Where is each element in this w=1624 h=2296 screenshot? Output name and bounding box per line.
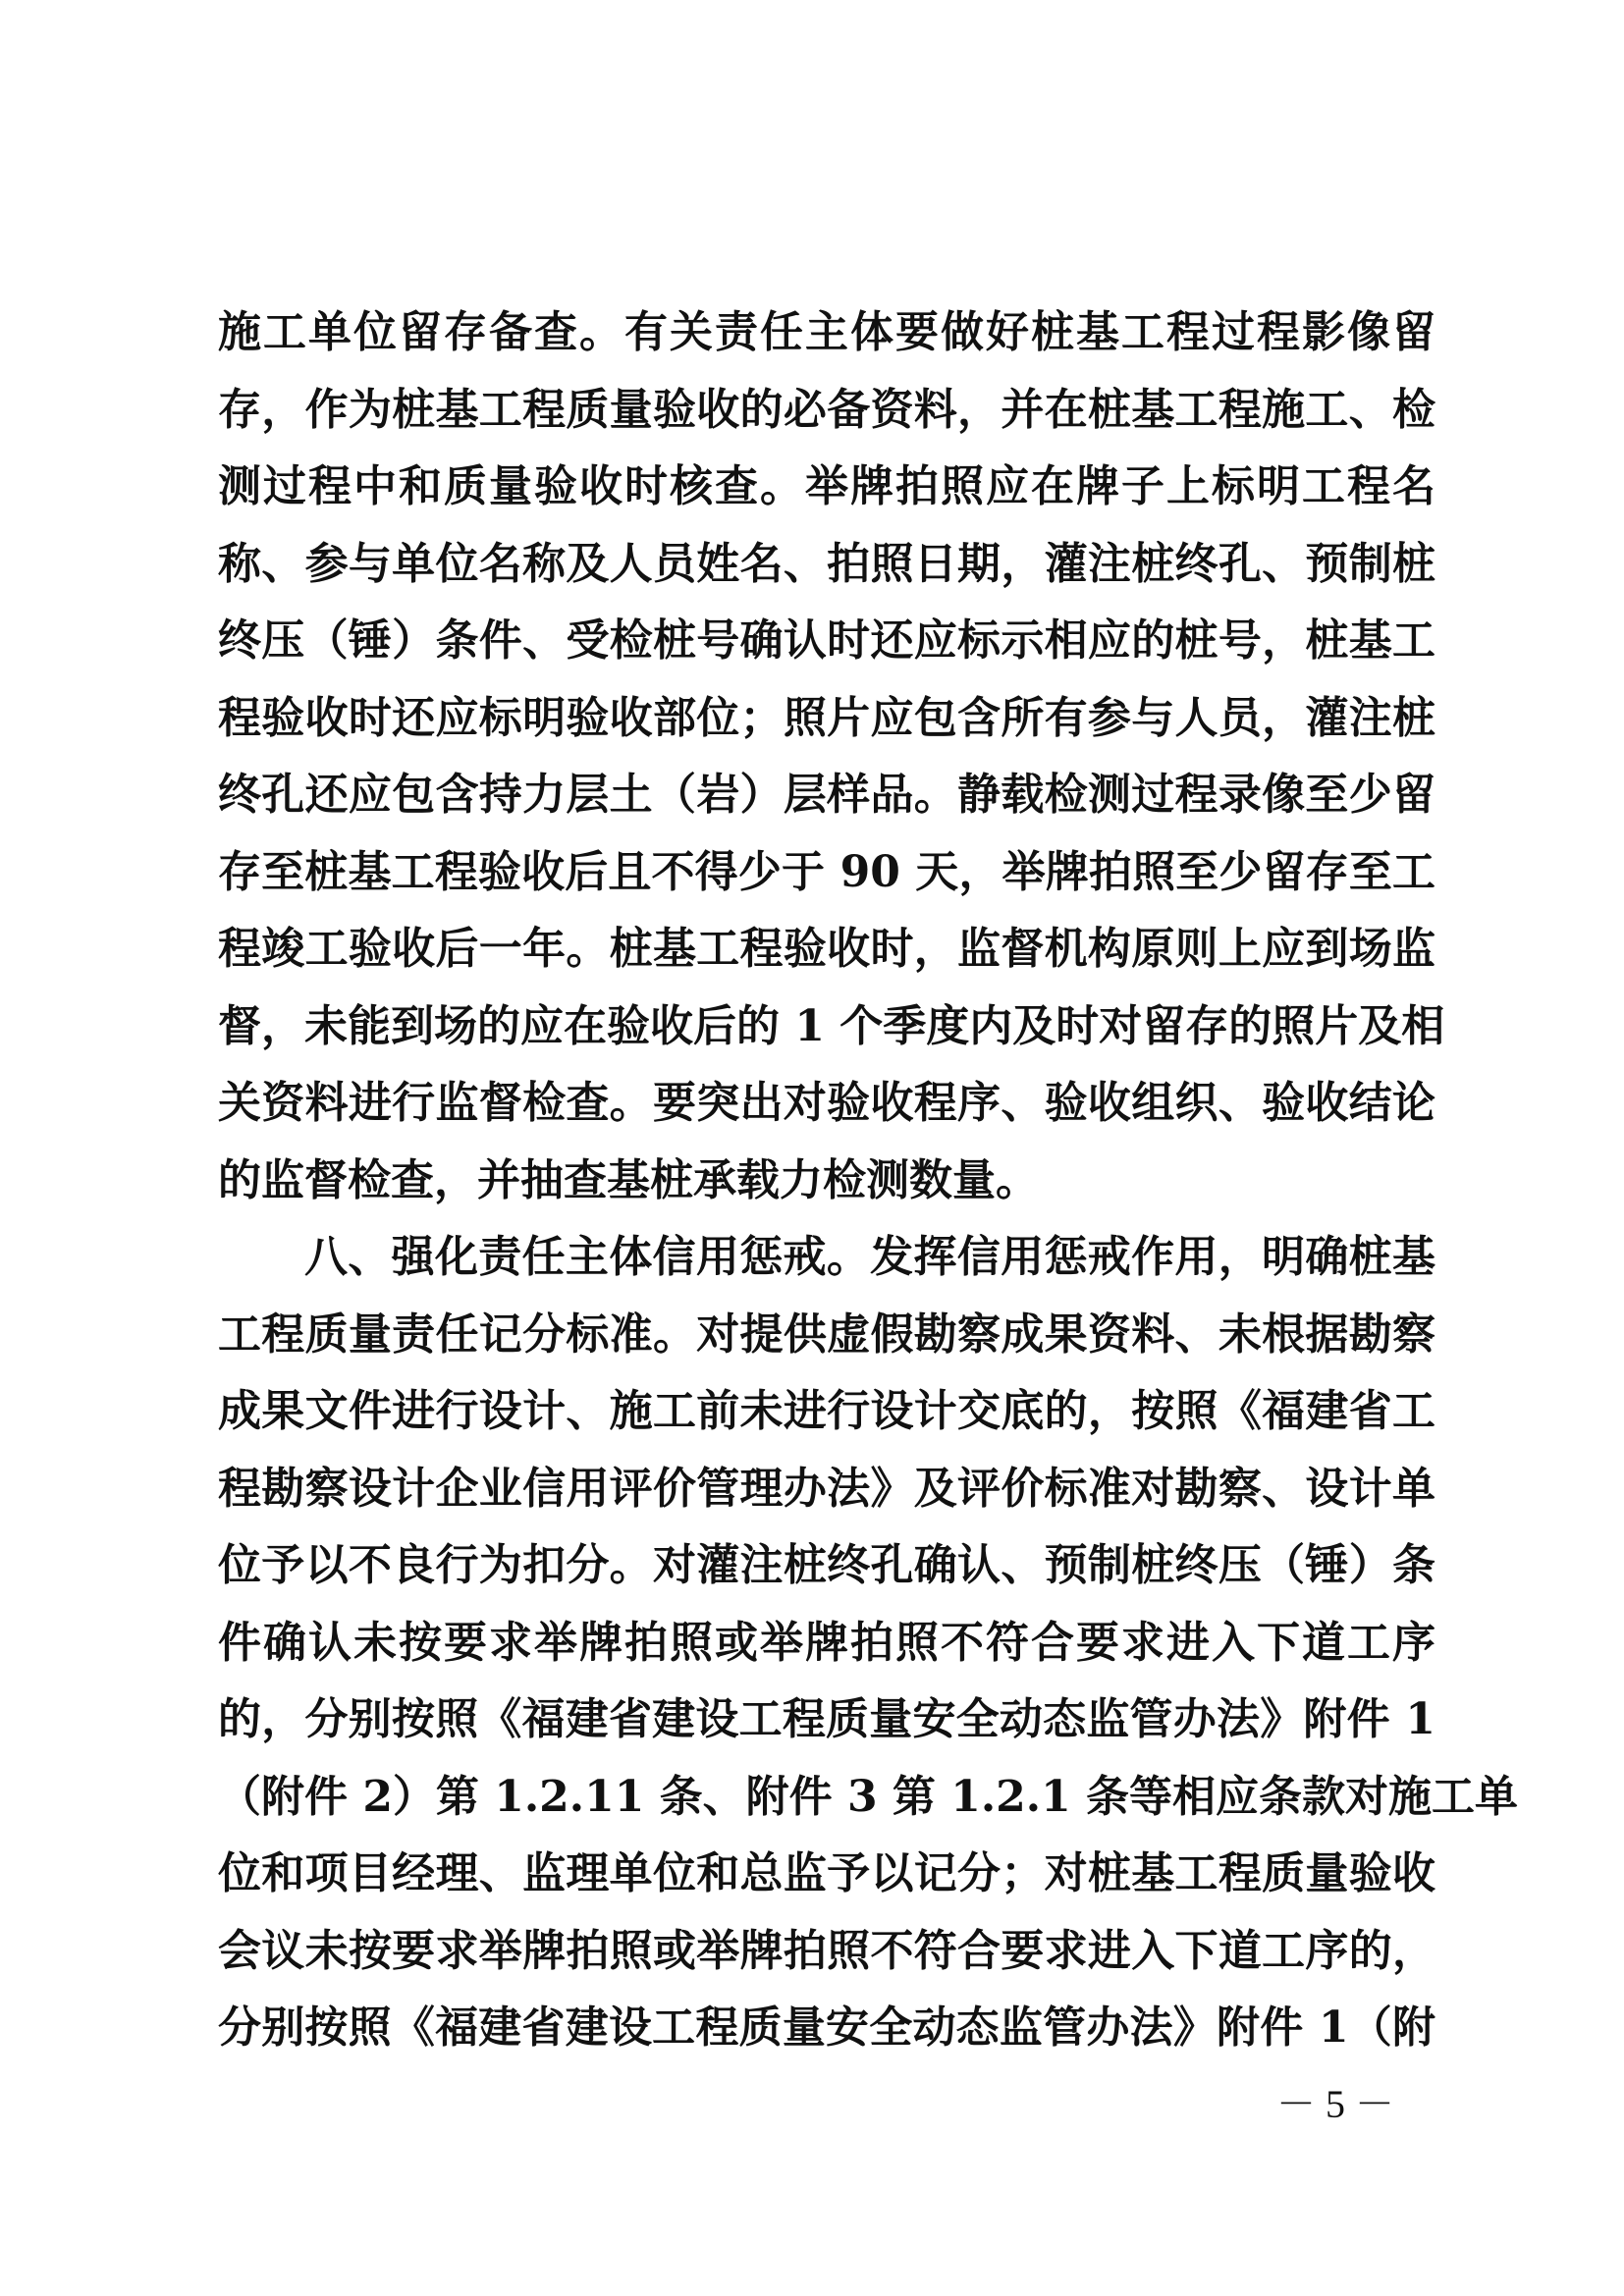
text-line-21: 位和项目经理、监理单位和总监予以记分；对桩基工程质量验收 — [218, 1848, 1435, 1898]
text-line-15: 成果文件进行设计、施工前未进行设计交底的，按照《福建省工 — [218, 1386, 1435, 1436]
text-line-9: 程竣工验收后一年。桩基工程验收时，监督机构原则上应到场监 — [218, 924, 1435, 974]
body-text — [218, 294, 1519, 2067]
text-line-8: 存至桩基工程验收后且不得少于 90 天，举牌拍照至少留存至工 — [218, 846, 1435, 897]
text-line-4: 称、参与单位名称及人员姓名、拍照日期，灌注桩终孔、预制桩 — [218, 538, 1435, 589]
text-line-18: 件确认未按要求举牌拍照或举牌拍照不符合要求进入下道工序 — [218, 1617, 1435, 1668]
text-line-17: 位予以不良行为扣分。对灌注桩终孔确认、预制桩终压（锤）条 — [218, 1540, 1435, 1590]
text-line-23: 分别按照《福建省建设工程质量安全动态监管办法》附件 1（附 — [218, 2002, 1435, 2053]
text-line-6: 程验收时还应标明验收部位；照片应包含所有参与人员，灌注桩 — [218, 692, 1435, 743]
text-line-2: 存，作为桩基工程质量验收的必备资料，并在桩基工程施工、检 — [218, 384, 1435, 435]
text-line-7: 终孔还应包含持力层土（岩）层样品。静载检测过程录像至少留 — [218, 770, 1435, 820]
text-line-11: 关资料进行监督检查。要突出对验收程序、验收组织、验收结论 — [218, 1078, 1435, 1128]
page-number: － 5 － — [1276, 2082, 1394, 2126]
text-line-1: 施工单位留存备查。有关责任主体要做好桩基工程过程影像留 — [218, 307, 1435, 357]
text-line-22: 会议未按要求举牌拍照或举牌拍照不符合要求进入下道工序的， — [218, 1925, 1435, 1976]
text-line-3: 测过程中和质量验收时核查。举牌拍照应在牌子上标明工程名 — [218, 461, 1435, 511]
text-line-14: 工程质量责任记分标准。对提供虚假勘察成果资料、未根据勘察 — [218, 1308, 1435, 1360]
text-line-16: 程勘察设计企业信用评价管理办法》及评价标准对勘察、设计单 — [218, 1463, 1435, 1514]
text-line-20: （附件 2）第 1.2.11 条、附件 3 第 1.2.1 条等相应条款对施工单 — [218, 1771, 1519, 1822]
text-line-12: 的监督检查，并抽查基桩承载力检测数量。 — [218, 1154, 1039, 1205]
text-line-13: 八、强化责任主体信用惩戒。发挥信用惩戒作用，明确桩基 — [304, 1232, 1435, 1282]
text-line-5: 终压（锤）条件、受检桩号确认时还应标示相应的桩号，桩基工 — [218, 615, 1435, 666]
text-line-19: 的，分别按照《福建省建设工程质量安全动态监管办法》附件 1 — [218, 1694, 1435, 1744]
text-line-10: 督，未能到场的应在验收后的 1 个季度内及时对留存的照片及相 — [218, 1000, 1445, 1051]
